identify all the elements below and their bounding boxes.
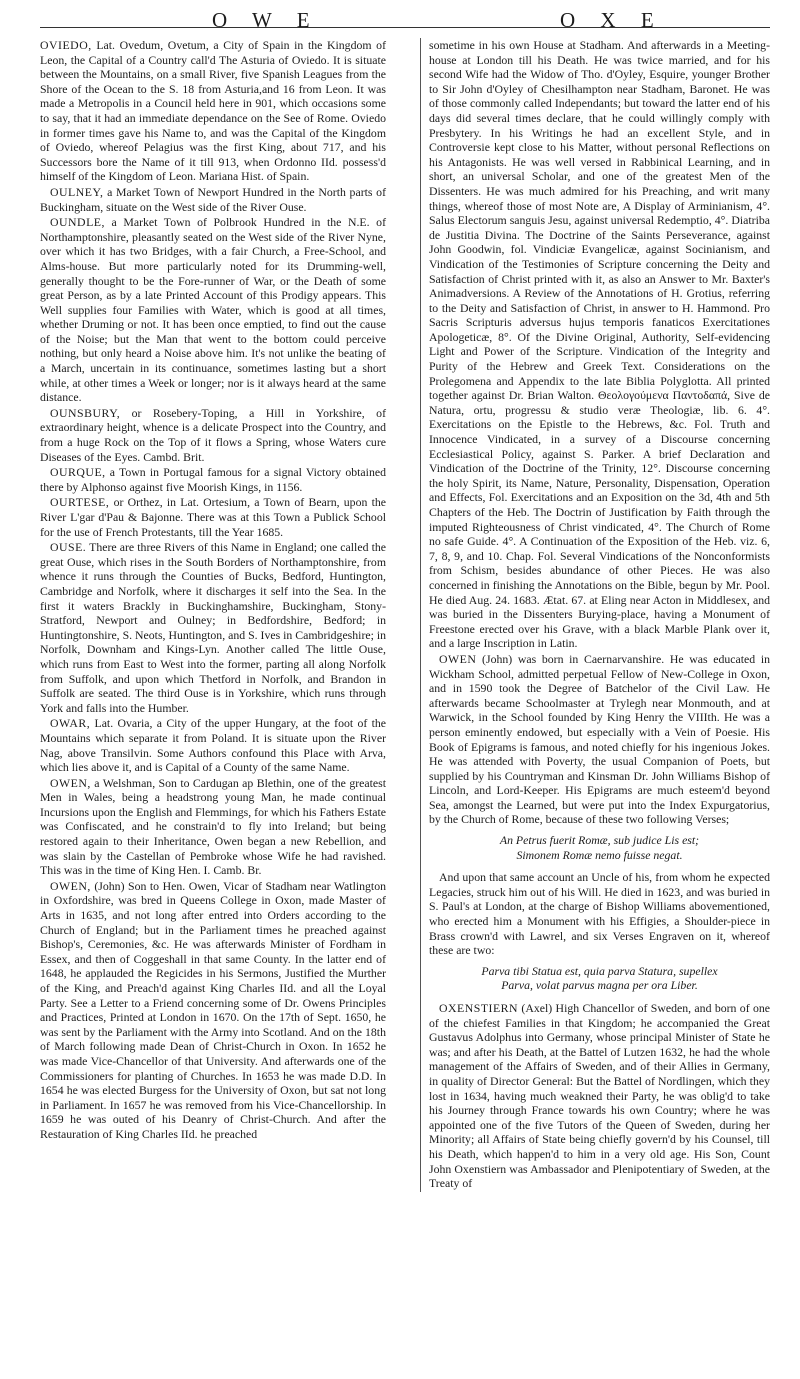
entry-headword: OWEN: [439, 651, 477, 666]
header-rule: [40, 27, 770, 28]
entry-text: And upon that same account an Uncle of his, from whom he expected Legacies, struck him out of his Will. He died in 1623, and was buried in S. Paul's at London, at the charge of Bishop Williams abovementioned, who erected him a Monument with his Effigies, a Shoulder-piece in Brass crown'd with Lawrel, and six Verses Engraven on it, whereof these are two:: [429, 870, 770, 958]
latin-verse: [429, 833, 770, 862]
entry: [40, 406, 386, 464]
entry: [40, 465, 386, 494]
entry: [40, 776, 386, 878]
entry-headword: OULNEY,: [50, 184, 104, 199]
entry-text: (Axel) High Chancellor of Sweden, and born of one of the chiefest Families in that Kingdom; he accompanied the Great Gustavus Adolphus into Germany, whose principal Minister of State he was; and after his Death, at the Battel of Lutzen 1632, he had the whole management of the Affairs of Sweden, and of their Allies in Germany, in quality of Director General: But the Battel of Nordlingen, which they lost in 1634, having much weakned their Party, he was oblig'd to take his Journey through France towards his own Country; where he was appointed one of the five Tutors of the Queen of Sweden, during her Minority; all Affairs of State being chiefly govern'd by his Counsel, till his Death, which happen'd to him in a very old age. His Son, Count John Oxenstiern was Ambassador and Plenipotentiary of Sweden, at the Treaty of: [429, 1001, 771, 1191]
entry: [40, 540, 386, 715]
entry-text: There are three Rivers of this Name in England; one called the great Ouse, which rises in the South Borders of Northamptonshire, from whence it runs through the Counties of Bucks, Bedford, Huntington, Cambridge and Norfolk, where it discharges it self into the Sea. In the first it waters Brackly in Buckinghamshire, Buckingham, Stony-Stratford, Newport and Oulney; in Bedfordshire, Bedford; in Huntingtonshire, S. Neots, Huntington, and S. Ives in Cambridgeshire; in Norfolk, Downham and Kings-Lyn. Another called The little Ouse, which runs from East to West into the former, parting all along Norfolk from Suffolk, and upon which Thetford in Norfolk, and Brandon in Suffolk are seated. The third Ouse is in Yorkshire, which runs through York and falls into the Humber.: [40, 540, 387, 715]
entry-headword: OWEN,: [50, 775, 91, 790]
entry-text: Lat. Ovedum, Ovetum, a City of Spain in the Kingdom of Leon, the Capital of a Country call'd The Asturia of Oviedo. It is situate between the Mountains, on a small River, five Spanish Leagues from the Shore of the Ocean to the S. 18 from Asturia,and 16 from Leon. It was made a Metropolis in a Council held here in 901, which occasions some to say, that it had an immediate dependance on the See of Rome. Oviedo in former times gave his Name to, and was the Capital of the Kingdom of Oviedo, whereof Pelagius was the first King, about 717, and his Successors bore the Name of it till 913, when Ordonno IId. possess'd himself of the Kingdom of Leon. Mariana Hist. of Spain.: [40, 38, 387, 184]
verse-line: Simonem Romæ nemo fuisse negat.: [516, 847, 683, 862]
entry: [40, 185, 386, 214]
entry-text: (John) was born in Caernarvanshire. He was educated in Wickham School, admitted perpetual Fellow of New-College in Oxon, and in 1590 took the Degree of Batchelor of the Civil Law. He afterwards became Schoolmaster at Trylegh near Monmouth, and at Warwick, in the School founded by King Henry the VIIIth. He was a person eminently endowed, but especially with a Vein of Poesie. His Book of Epigrams is famous, and noted chiefly for his ingenious Jokes. He was attended with Poverty, the usual Companion of Poets, but supplied by his Countryman and Kinsman Dr. John Williams Bishop of Lincoln, and Lord-Keeper. His Epigrams are much esteem'd beyond Sea, amongst the Learned, but were put into the Index Expurgatorius, by the Church of Rome, because of these two following Verses;: [429, 651, 770, 827]
entry: [429, 652, 770, 827]
right-column: [420, 38, 770, 1192]
entry-headword: OWAR,: [50, 716, 91, 731]
entry-headword: OUNSBURY,: [50, 405, 121, 420]
entry-text: a Market Town of Polbrook Hundred in the N.E. of Northamptonshire, pleasantly seated on the West side of the River Nyne, over which it has two Bridges, with a fair Church, a Free-School, and Alms-house. But more particularly noted for its Drumming-well, generally thought to be the Fore-runner of War, or the Death of some great Person, as by a late Printed Account of this Prodigy appears. This Well supplies four Families with Water, which is good at all times, whether Druming or not. It has been once emptied, to find out the cause of the Noise; but the Man that went to the bottom could perceive nothing, but only heard a Noise above him. It's not unlike the beating of a March, uncertain in its continuance, sometimes lasting but a short while, at other times a Week or longer; nor is it always heard at the same distance.: [40, 215, 387, 405]
entry-text: a Welshman, Son to Cardugan ap Blethin, one of the greatest Men in Wales, being a headstrong young Man, he made continual Incursions upon the English and Flemmings, for which his Fathers Estate was Confiscated, and he constrain'd to fly into Ireland; but being restored again to their Inheritance, Owen began a new Rebellion, and was slain by the Castellan of Pembroke whose Wife he had ravished. This was in the time of King Hen. I. Camb. Br.: [40, 775, 387, 878]
two-column-body: [40, 38, 770, 1192]
header-right-headword: O X E: [560, 8, 664, 32]
entry-headword: OUSE.: [50, 540, 87, 555]
latin-verse: [429, 964, 770, 993]
verse-line: Parva tibi Statua est, quia parva Statura, supellex: [481, 963, 718, 978]
entry-headword: OURTESE,: [50, 495, 110, 510]
entry-headword: OVIEDO,: [40, 38, 92, 52]
entry-headword: OUNDLE,: [50, 215, 105, 230]
entry-continuation: [429, 870, 770, 958]
entry-text: or Rosebery-Toping, a Hill in Yorkshire, of extraordinary height, whence is a delicate Prospect into the Country, and from a huge Rock on the Top of it flows a Spring, whose Waters cure Diseases of the Eyes. Cambd. Brit.: [40, 405, 386, 464]
entry-text: Lat. Ovaria, a City of the upper Hungary, at the foot of the Mountains which separate it from Poland. It is situate upon the River Nag, above Transilvin. Some Authors confound this Place with Arva, which lies above it, and is Capital of a County of the same Name.: [40, 716, 386, 775]
header-left-headword: O W E: [212, 8, 320, 32]
verse-line: An Petrus fuerit Romæ, sub judice Lis est;: [499, 833, 700, 848]
entry: [429, 1001, 770, 1191]
entry: [40, 716, 386, 774]
entry-headword: OURQUE,: [50, 465, 106, 480]
entry-text: a Market Town of Newport Hundred in the North parts of Buckingham, situate on the West side of the River Ouse.: [40, 184, 386, 214]
entry-text: or Orthez, in Lat. Ortesium, a Town of Bearn, upon the River L'gar d'Pau & Bajonne. There was at this Town a Publick School for the use of French Protestants, till the Year 1685.: [40, 495, 387, 539]
entry-text: a Town in Portugal famous for a signal Victory obtained there by Alphonso against five Moorish Kings, in 1156.: [40, 465, 386, 494]
entry-text: (John) Son to Hen. Owen, Vicar of Stadham near Watlington in Oxfordshire, was bred in Queens College in Oxon, made Master of Arts in 1635, and not long after entred into Orders according to the Church of England; but in the Parliament times he preached against Bishop's, Ceremonies, &c. He was afterwards Minister of Fordham in Essex, and then of Coggeshall in that same County. In the latter end of 1648, he applauded the Regicides in his Sermons, Justified the Murther of the King, and Preach'd against King Charles IId. and all the Loyal Party. See a Letter to a Friend concerning some of Dr. Owens Principles and Practices, Printed at London in 1670. On the 17th of Sept. 1650, he was sent by the Parliament with the Army into Scotland. And on the 18th of March following made Dean of Christ-Church in Oxon. In 1652 he was made Vice-Chancellor of that University. And afterwards one of the Commissioners for planting of Churches. In 1653 he was made D.D. In 1654 he was elected Burgess for the University of Oxon, but sat not long in Parliament. In 1657 he was removed from his Vice-Chancellorship. In 1659 he was outed of his Deanry of Christ-Church. And after the Restauration of King Charles IId. he preached: [40, 878, 386, 1141]
entry: [40, 38, 386, 184]
entry-continuation: [429, 38, 770, 651]
left-column: [40, 38, 386, 1192]
entry: [40, 879, 386, 1142]
verse-line: Parva, volat parvus magna per ora Liber.: [501, 978, 698, 993]
entry-headword: OWEN,: [50, 878, 91, 893]
entry-headword: OXENSTIERN: [439, 1001, 519, 1015]
entry: [40, 495, 386, 539]
entry-text: sometime in his own House at Stadham. And afterwards in a Meeting-house at London till his Death. He was twice married, and for his second Wife had the Widow of Tho. d'Oyley, Esquire, younger Brother to Sir John d'Oyley of Chesilhampton near Stadham, Baronet. He was of those commonly called Independants; but toward the latter end of his days did several times declare, that he could willingly comply with Presbytery. In his Writings he had an excellent Style, and in Controversie kept close to his Matter, without personal Reflections on his Antagonists. He was well versed in Rabbinical Learning, and in short, an universal Scholar, and one of the greatest Men of the Dissenters. He was much admired for his Preaching, and writ many things, whereof those of most Note are, A Display of Arminianism, 4°. Salus Electorum sanguis Jesu, against universal Redemptio, 4°. Diatriba de Justitia Divina. The Doctrine of the Saints Perseverance, against John Goodwin, fol. Vindiciæ Evangelicæ, against Socinianism, and Vindication of the Testimonies of Scripture concerning the Deity and Satisfaction of Christ printed with it, as also an Answer to Mr. Baxter's Animadversions. A Review of the Annotations of H. Grotius, referring to the Deity and Satisfaction of Christ, in answer to H. Hammond. Pro Sacris Scripturis adversus hujus temporis fanaticos Exercitationes Apologeticæ, 8°. Of the Divine Original, Authority, Self-evidencing Light and Power of the Scripture. Vindication of the Integrity and Purity of the Hebrew and Greek Text. Considerations on the Prolegomena and Appendix to the late Biblia Polyglotta. All printed together against Dr. Brian Walton. Θεολογούμενα Παντοδαπά, Sive de Natura, ortu, progressu & studio veræ Theologiæ, lib. 6. 4°. Exercitations on the Epistle to the Hebrews, &c. Fol. Truth and Innocence Vindicated, in a survey of a Discourse concerning Ecclesiastical Policy, against S. Parker. A brief Declaration and Vindication of the Doctrine of the Trinity, 12°. Discourse concerning the holy Spirit, its Name, Nature, Personality, Dispensation, Operation and Effects, Fol. Exercitations and an Exposition on the 3d, 4th and 5th Chapters of the Heb. The Doctrin of Justification by Faith through the imputed Righteousness of Christ vindicated, 4°. The Church of Rome no safe Guide. 4°. A Continuation of the Exposition of the Heb. viz. 6, 7, 8, 9, and 10. Chap. Fol. Several Vindications of the Nonconformists from Schism, besides abundance of other Pieces. He was also concerned in finishing the Annotations on the Bible, begun by Mr. Pool. He died Aug. 24. 1683. Ætat. 67. at Eling near Acton in Middlesex, and was buried in the Dissenters Burying-place, having a Monument of Freestone erected over his Grave, with a black Marble Plank over it, and a large Inscription in Latin.: [429, 38, 770, 651]
entry: [40, 215, 386, 405]
running-header: [40, 8, 770, 34]
